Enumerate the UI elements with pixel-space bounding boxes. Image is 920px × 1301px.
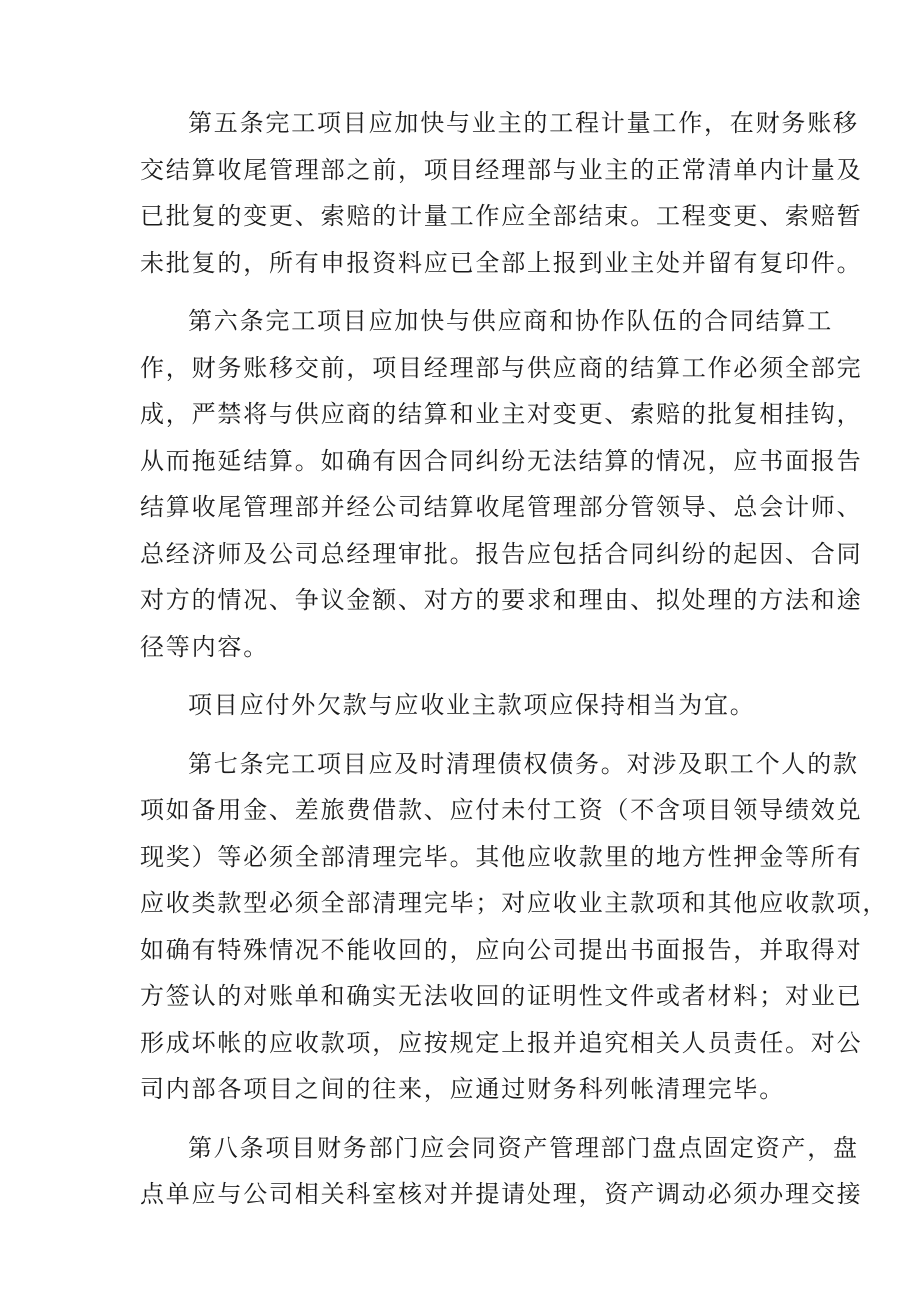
text-line: 结算收尾管理部并经公司结算收尾管理部分管领导、总会计师、 — [140, 493, 863, 521]
text-line: 点单应与公司相关科室核对并提请处理，资产调动必须办理交接 — [140, 1180, 863, 1208]
text-line: 已批复的变更、索赔的计量工作应全部结束。工程变更、索赔暂 — [140, 202, 863, 230]
text-line: 司内部各项目之间的往来，应通过财务科列帐清理完毕。 — [140, 1075, 785, 1103]
text-line: 未批复的，所有申报资料应已全部上报到业主处并留有复印件。 — [140, 248, 863, 277]
text-line: 应收类款型必须全部清理完毕；对应收业主款项和其他应收款项， — [140, 889, 889, 917]
paragraph-balance-note — [140, 682, 788, 729]
paragraph-article-8 — [140, 1125, 863, 1218]
text-line: 如确有特殊情况不能收回的，应向公司提出书面报告，并取得对 — [140, 935, 863, 964]
text-line: 第五条完工项目应加快与业主的工程计量工作，在财务账移 — [188, 109, 859, 137]
text-line: 从而拖延结算。如确有因合同纠纷无法结算的情况，应书面报告 — [140, 446, 863, 475]
text-line: 对方的情况、争议金额、对方的要求和理由、拟处理的方法和途 — [140, 586, 863, 614]
text-line: 径等内容。 — [140, 632, 269, 661]
text-line: 成，严禁将与供应商的结算和业主对变更、索赔的批复相挂钩， — [140, 400, 863, 428]
text-line: 形成坏帐的应收款项，应按规定上报并追究相关人员责任。对公 — [140, 1028, 863, 1057]
text-line: 项如备用金、差旅费借款、应付未付工资（不含项目领导绩效兑 — [140, 796, 863, 824]
document-page — [140, 100, 889, 1230]
text-line: 方签认的对账单和确实无法收回的证明性文件或者材料；对业已 — [140, 982, 863, 1010]
text-line: 交结算收尾管理部之前，项目经理部与业主的正常清单内计量及 — [140, 155, 863, 184]
text-line: 项目应付外欠款与应收业主款项应保持相当为宜。 — [188, 691, 756, 719]
text-line: 第七条完工项目应及时清理债权债务。对涉及职工个人的款 — [188, 749, 859, 778]
text-line: 现奖）等必须全部清理完毕。其他应收款里的地方性押金等所有 — [140, 842, 863, 871]
text-line: 总经济师及公司总经理审批。报告应包括合同纠纷的起因、合同 — [140, 539, 863, 568]
text-line: 第六条完工项目应加快与供应商和协作队伍的合同结算工 — [188, 307, 833, 335]
paragraph-article-7 — [140, 741, 889, 1113]
text-line: 第八条项目财务部门应会同资产管理部门盘点固定资产，盘 — [188, 1133, 859, 1162]
paragraph-article-5 — [140, 100, 863, 286]
text-line: 作，财务账移交前，项目经理部与供应商的结算工作必须全部完 — [140, 353, 863, 382]
paragraph-article-6 — [140, 298, 863, 670]
